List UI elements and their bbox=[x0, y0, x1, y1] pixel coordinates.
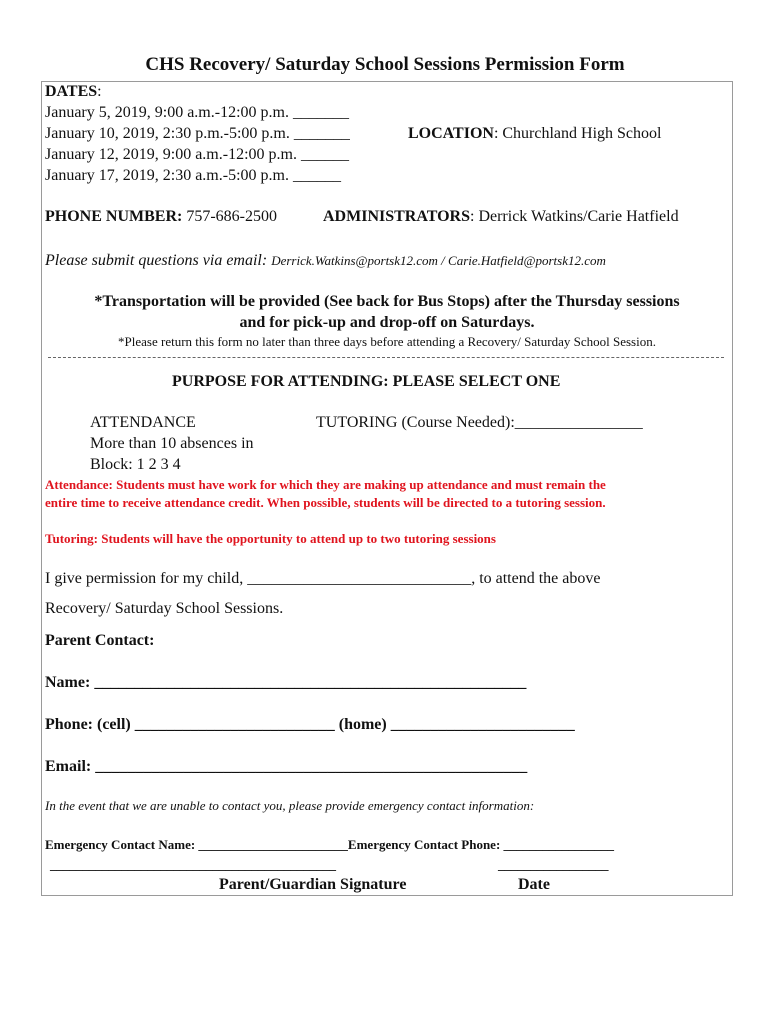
date-item-4[interactable]: January 17, 2019, 2:30 a.m.-5:00 p.m. ______ bbox=[45, 167, 341, 184]
tutoring-warning: Tutoring: Students will have the opportunity to attend up to two tutoring sessions bbox=[45, 531, 496, 546]
section-divider bbox=[48, 357, 724, 358]
attendance-option[interactable]: ATTENDANCE bbox=[90, 414, 196, 431]
parent-contact-heading: Parent Contact: bbox=[45, 632, 155, 649]
parent-name-field[interactable]: Name: ______________________________________________________ bbox=[45, 674, 527, 691]
attendance-warning-line-1: Attendance: Students must have work for which they are making up attendance and must remain the bbox=[45, 477, 606, 492]
purpose-heading: PURPOSE FOR ATTENDING: PLEASE SELECT ONE bbox=[172, 373, 561, 390]
administrators bbox=[323, 208, 679, 226]
transportation-line-2: and for pick-up and drop-off on Saturdays. bbox=[239, 314, 535, 331]
email-addresses: Derrick.Watkins@portsk12.com / Carie.Hatfield@portsk12.com bbox=[271, 253, 606, 268]
parent-email-field[interactable]: Email: ______________________________________________________ bbox=[45, 758, 528, 775]
dates-colon: : bbox=[97, 83, 102, 100]
phone-value: 757-686-2500 bbox=[182, 208, 277, 225]
tutoring-option[interactable]: TUTORING (Course Needed):________________ bbox=[316, 414, 643, 431]
form-body bbox=[41, 81, 733, 896]
dates-heading bbox=[45, 83, 102, 101]
date-item-1[interactable]: January 5, 2019, 9:00 a.m.-12:00 p.m. _______ bbox=[45, 104, 349, 121]
administrators-value: : Derrick Watkins/Carie Hatfield bbox=[470, 208, 679, 225]
location-label: LOCATION bbox=[408, 125, 494, 142]
attendance-absences-text: More than 10 absences in bbox=[90, 435, 254, 452]
location-value: : Churchland High School bbox=[493, 125, 662, 142]
date-line[interactable]: _________________ bbox=[498, 857, 609, 872]
transportation-line-1: *Transportation will be provided (See back for Bus Stops) after the Thursday sessions bbox=[94, 293, 680, 310]
email-note-lead: Please submit questions via email: bbox=[45, 252, 272, 269]
date-item-2[interactable]: January 10, 2019, 2:30 p.m.-5:00 p.m. _______ bbox=[45, 125, 350, 142]
signature-label: Parent/Guardian Signature bbox=[219, 876, 407, 893]
date-item-3[interactable]: January 12, 2019, 9:00 a.m.-12:00 p.m. ______ bbox=[45, 146, 349, 163]
phone-number bbox=[45, 208, 277, 226]
form-title: CHS Recovery/ Saturday School Sessions Permission Form bbox=[145, 54, 625, 75]
emergency-note: In the event that we are unable to contact you, please provide emergency contact information: bbox=[45, 798, 535, 813]
signature-line[interactable]: ____________________________________________ bbox=[50, 857, 336, 872]
return-note: *Please return this form no later than three days before attending a Recovery/ Saturday School Session. bbox=[118, 334, 656, 349]
attendance-warning-line-2: entire time to receive attendance credit. When possible, students will be directed to a tutoring session. bbox=[45, 495, 606, 510]
location bbox=[408, 125, 661, 143]
emergency-contact-field[interactable]: Emergency Contact Name: _______________________Emergency Contact Phone: _________________ bbox=[45, 837, 615, 852]
phone-label: PHONE NUMBER: bbox=[45, 208, 183, 225]
attendance-block-select[interactable]: Block: 1 2 3 4 bbox=[90, 456, 181, 473]
date-label: Date bbox=[518, 876, 550, 893]
administrators-label: ADMINISTRATORS bbox=[323, 208, 470, 225]
permission-line-2: Recovery/ Saturday School Sessions. bbox=[45, 600, 284, 617]
email-note bbox=[45, 252, 606, 270]
parent-phone-field[interactable]: Phone: (cell) _________________________ (home) _______________________ bbox=[45, 716, 575, 733]
permission-line-1[interactable]: I give permission for my child, ____________________________, to attend the above bbox=[45, 570, 601, 587]
dates-label: DATES bbox=[45, 83, 98, 100]
